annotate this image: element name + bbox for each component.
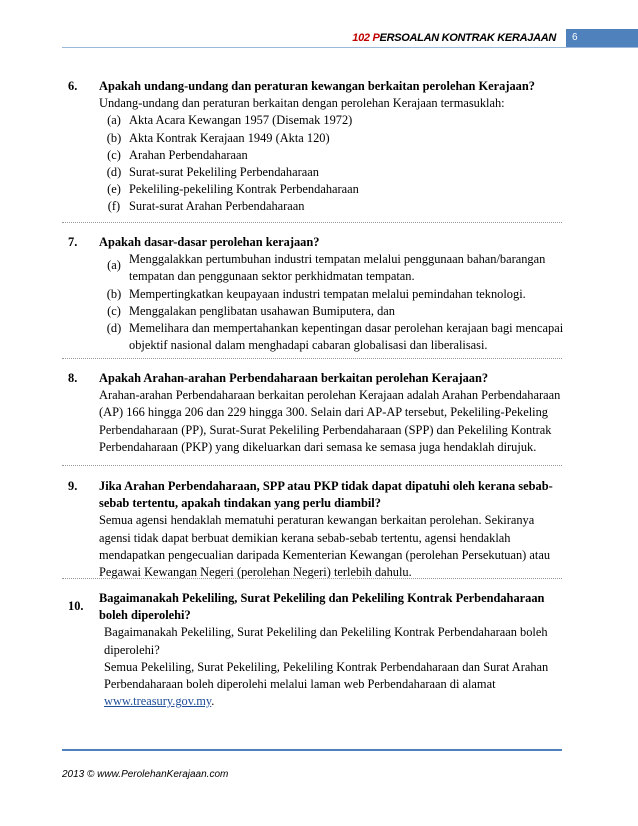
question-9 — [68, 478, 568, 581]
treasury-link[interactable]: www.treasury.gov.my — [104, 694, 212, 709]
question-number: 10. — [68, 599, 84, 613]
question-7 — [68, 234, 568, 354]
list-item: (c) Arahan Perbendaharaan — [107, 147, 248, 162]
footer-copyright: 2013 © www.PerolehanKerajaan.com — [62, 769, 229, 780]
question-number: 6. — [68, 79, 78, 93]
list-item: (a) Akta Acara Kewangan 1957 (Disemak 1972) — [107, 113, 353, 128]
question-number: 8. — [68, 371, 78, 385]
separator — [62, 358, 562, 359]
list-item: (a) Menggalakkan pertumbuhan industri tempatan melalui penggunaan bahan/barangan tempatan dan penggunaan sektor perkhidmatan tempatan. — [107, 252, 546, 284]
question-title: Jika Arahan Perbendaharaan, SPP atau PKP tidak dapat dipatuhi oleh kerana sebab-sebab tertentu, apakah tindakan yang perlu diambil? — [99, 479, 553, 511]
footer-rule — [62, 749, 562, 751]
list-item: (b) Mempertingkatkan keupayaan industri tempatan melalui pemindahan teknologi. — [106, 286, 526, 301]
question-number: 9. — [68, 479, 78, 493]
question-8 — [68, 370, 568, 456]
separator — [62, 222, 562, 223]
question-title: Bagaimanakah Pekeliling, Surat Pekeliling dan Pekeliling Kontrak Perbendaharaan boleh diperolehi? — [99, 591, 545, 623]
item-list — [99, 251, 568, 354]
question-intro: Undang-undang dan peraturan berkaitan dengan perolehan Kerajaan termasuklah: — [99, 96, 505, 111]
separator — [62, 465, 562, 466]
header-rule — [62, 47, 638, 48]
list-item: (f) Surat-surat Arahan Perbendaharaan — [107, 199, 305, 214]
answer-text: Semua Pekeliling, Surat Pekeliling, Pekeliling Kontrak Perbendaharaan dan Surat Arahan Perbendaharaan boleh diperolehi melalui laman web Perbendaharaan di alamat www.treasury.gov.my. — [104, 659, 549, 709]
question-title: Apakah Arahan-arahan Perbendaharaan berkaitan perolehan Kerajaan? — [99, 371, 489, 385]
page-number: 6 — [566, 29, 638, 47]
question-answer — [104, 624, 568, 710]
item-list — [99, 112, 568, 215]
list-item: (d) Memelihara dan mempertahankan kepentingan dasar perolehan kerajaan bagi mencapai objektif nasional dalam menghadapi cabaran globalisasi dan liberalisasi. — [106, 321, 564, 353]
separator — [62, 578, 562, 579]
header-title: 102 PERSOALAN KONTRAK KERAJAAN — [352, 32, 556, 44]
question-title: Apakah undang-undang dan peraturan kewangan berkaitan perolehan Kerajaan? — [99, 79, 535, 93]
question-6 — [68, 78, 568, 216]
list-item: (d) Surat-surat Pekeliling Perbendaharaan — [106, 165, 319, 180]
list-item: (e) Pekeliling-pekeliling Kontrak Perbendaharaan — [107, 182, 359, 197]
question-10 — [68, 590, 568, 710]
list-item: (b) Akta Kontrak Kerajaan 1949 (Akta 120) — [106, 130, 330, 145]
question-answer: Arahan-arahan Perbendaharaan berkaitan perolehan Kerajaan adalah Arahan Perbendaharaan (AP) 166 hingga 206 dan 229 hingga 300. Selain dari AP-AP tersebut, Pekeliling-Pekeling Perbendaharaan (PP), Surat-Surat Pekeliling Perbendaharaan (SPP) dan Pekeliling Kontrak Perbendaharaan (PKP) yang dikeluarkan dari semasa ke semasa juga hendaklah dirujuk. — [99, 388, 561, 454]
page-header — [352, 29, 638, 47]
question-title: Apakah dasar-dasar perolehan kerajaan? — [99, 235, 320, 249]
answer-repeat: Bagaimanakah Pekeliling, Surat Pekeliling dan Pekeliling Kontrak Perbendaharaan boleh diperolehi? — [104, 625, 548, 657]
question-answer: Semua agensi hendaklah mematuhi peraturan kewangan berkaitan perolehan. Sekiranya agensi tidak dapat berbuat demikian kerana sebab-sebab tertentu, agensi hendaklah mendapatkan pengecualian daripada Kementerian Kewangan (perolehan Persekutuan) atau Pegawai Kewangan Negeri (perolehan Negeri) terlebih dahulu. — [99, 513, 551, 580]
question-number: 7. — [68, 235, 78, 249]
list-item: (c) Menggalakan penglibatan usahawan Bumiputera, dan — [107, 303, 395, 318]
